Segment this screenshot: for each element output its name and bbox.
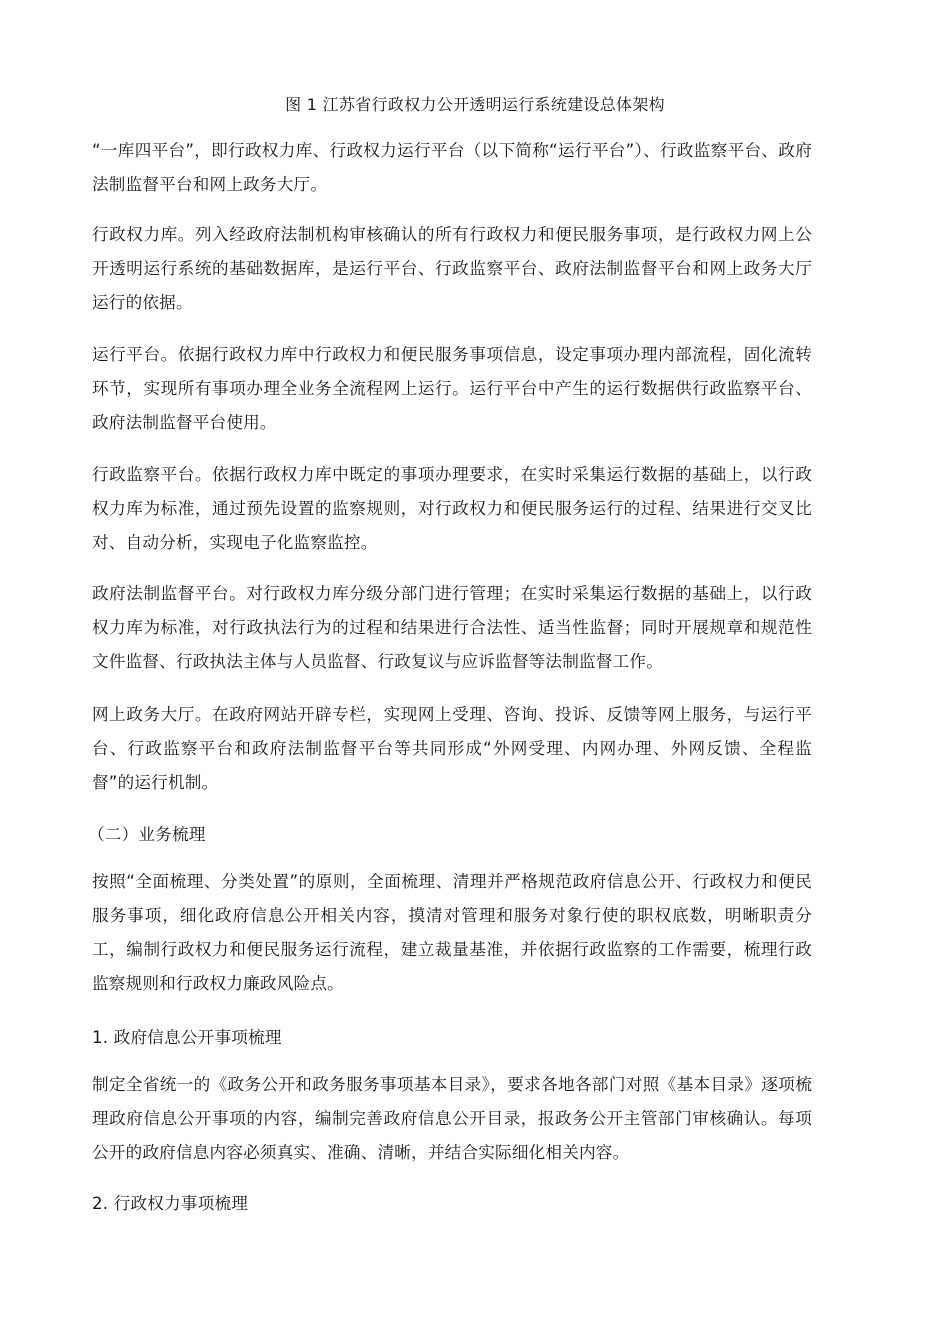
paragraph-operation-platform: 运行平台。依据行政权力库中行政权力和便民服务事项信息，设定事项办理内部流程，固化流转环节，实现所有事项办理全业务全流程网上运行。运行平台中产生的运行数据供行政监察平台、政府法制监督平台使用。 [92,345,812,432]
figure-caption: 图 1 江苏省行政权力公开透明运行系统建设总体架构 [285,95,665,114]
subheading-power-items: 2. 行政权力事项梳理 [92,1194,249,1213]
section-heading-business-review: （二）业务梳理 [88,825,206,844]
paragraph-online-service-hall: 网上政务大厅。在政府网站开辟专栏，实现网上受理、咨询、投诉、反馈等网上服务，与运行平台、行政监察平台和政府法制监督平台等共同形成“外网受理、内网办理、外网反馈、全程监督”的运行机制。 [92,705,812,792]
paragraph-supervision-platform: 行政监察平台。依据行政权力库中既定的事项办理要求，在实时采集运行数据的基础上，以行政权力库为标准，通过预先设置的监察规则，对行政权力和便民服务运行的过程、结果进行交叉比对、自动分析，实现电子化监察监控。 [92,465,812,552]
paragraph-legal-supervision-platform: 政府法制监督平台。对行政权力库分级分部门进行管理；在实时采集运行数据的基础上，以行政权力库为标准，对行政执法行为的过程和结果进行合法性、适当性监督；同时开展规章和规范性文件监督、行政执法主体与人员监督、行政复议与应诉监督等法制监督工作。 [92,584,812,671]
paragraph-business-review: 按照“全面梳理、分类处置”的原则，全面梳理、清理并严格规范政府信息公开、行政权力和便民服务事项，细化政府信息公开相关内容，摸清对管理和服务对象行使的职权底数，明晰职责分工，编制行政权力和便民服务运行流程，建立裁量基准，并依据行政监察的工作需要，梳理行政监察规则和行政权力廉政风险点。 [92,872,812,993]
paragraph-power-database: 行政权力库。列入经政府法制机构审核确认的所有行政权力和便民服务事项，是行政权力网上公开透明运行系统的基础数据库，是运行平台、行政监察平台、政府法制监督平台和网上政务大厅运行的依据。 [92,225,812,312]
paragraph-info-disclosure: 制定全省统一的《政务公开和政务服务事项基本目录》，要求各地各部门对照《基本目录》逐项梳理政府信息公开事项的内容，编制完善政府信息公开目录，报政务公开主管部门审核确认。每项公开的政府信息内容必须真实、准确、清晰，并结合实际细化相关内容。 [92,1075,812,1162]
paragraph-overview: “一库四平台”，即行政权力库、行政权力运行平台（以下简称“运行平台”）、行政监察平台、政府法制监督平台和网上政务大厅。 [92,141,812,194]
subheading-info-disclosure: 1. 政府信息公开事项梳理 [92,1028,282,1047]
